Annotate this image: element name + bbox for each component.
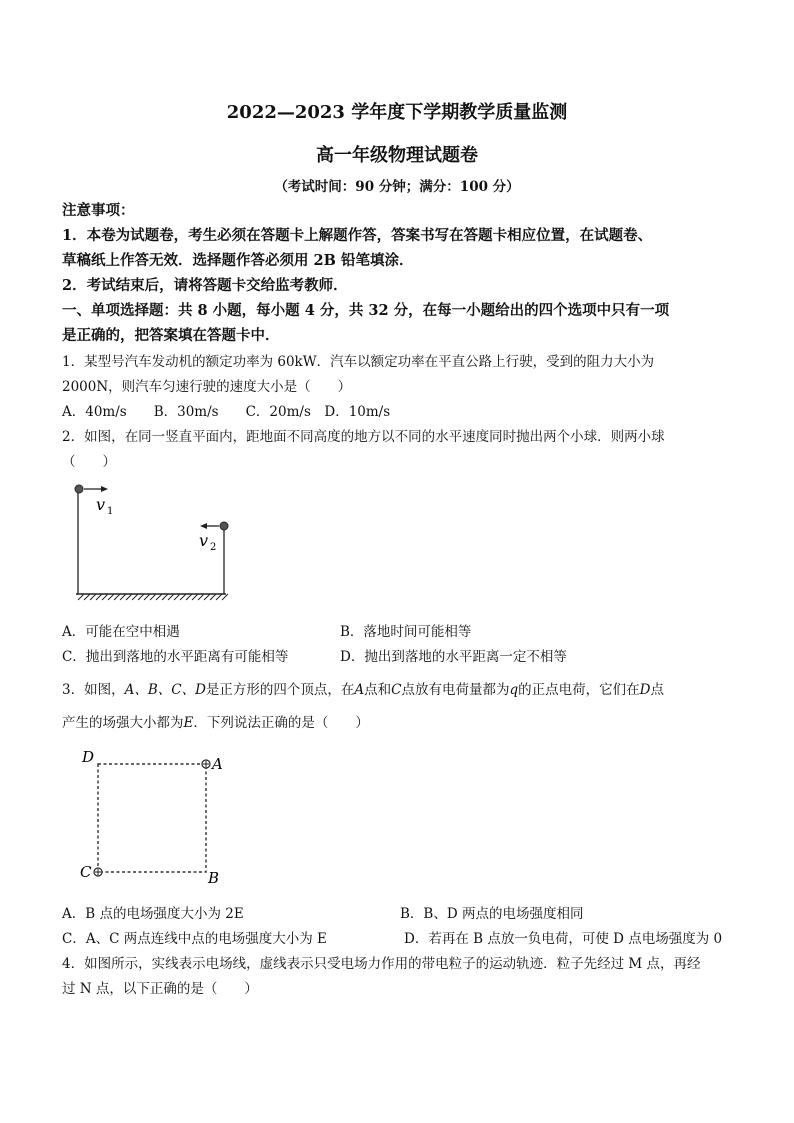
q4-stem-line-2: 过 N 点，以下正确的是（ ）	[62, 981, 258, 997]
q2-projectile-figure	[60, 478, 240, 608]
q3-text: 点和	[364, 682, 392, 698]
q1-stem-line-2: 2000N，则汽车匀速行驶的速度大小是（ ）	[62, 379, 352, 395]
q3-option-b: B．B、D 两点的电场强度相同	[400, 906, 584, 922]
q3-point-d: D	[639, 682, 651, 698]
q3-text: ．下列说法正确的是（ ）	[193, 715, 369, 731]
q3-text: 是正方形的四个顶点，在	[205, 682, 355, 698]
notes-item-1-line-1: 1．本卷为试题卷，考生必须在答题卡上解题作答，答案书写在答题卡相应位置，在试题卷、	[62, 227, 653, 244]
notes-item-2: 2．考试结束后，请将答题卡交给监考教师．	[62, 277, 348, 294]
q2-option-c: C．抛出到落地的水平距离有可能相等	[62, 649, 289, 665]
notes-item-1-line-2: 草稿纸上作答无效．选择题作答必须用 2B 铅笔填涂．	[62, 252, 414, 269]
section-1-heading-line-2: 是正确的，把答案填在答题卡中．	[62, 327, 280, 344]
q2-stem-line-2: （ ）	[62, 454, 116, 470]
q3-text: 点放有电荷量都为	[401, 682, 510, 698]
q2-option-b: B．落地时间可能相等	[340, 624, 472, 640]
v1-subscript: 1	[107, 506, 114, 517]
v1-label: v	[96, 495, 106, 514]
v2-subscript: 2	[210, 542, 217, 553]
exam-title: 2022—2023 学年度下学期教学质量监测	[226, 102, 568, 123]
ball-2	[220, 522, 228, 530]
exam-info: （考试时间：90 分钟；满分：100 分）	[274, 179, 520, 195]
q3-text: 3．如图，	[62, 682, 125, 698]
q3-text: 点	[650, 682, 664, 698]
label-b: B	[208, 869, 220, 887]
exam-subtitle: 高一年级物理试题卷	[316, 145, 478, 166]
label-a: A	[212, 755, 223, 773]
q3-option-c: C．A、C 两点连线中点的电场强度大小为 E	[62, 931, 327, 947]
q3-text: 的正点电荷，它们在	[518, 682, 640, 698]
q3-option-a: A．B 点的电场强度大小为 2E	[62, 906, 244, 922]
q3-field-e: E	[183, 715, 194, 731]
dashed-square	[98, 764, 206, 872]
q3-vertices: A、B、C、D	[124, 682, 206, 698]
ground-hatch	[78, 594, 228, 600]
q2-stem-line-1: 2．如图，在同一竖直平面内，距地面不同高度的地方以不同的水平速度同时抛出两个小球．则两小球	[62, 429, 665, 445]
section-1-heading-line-1: 一、单项选择题：共 8 小题，每小题 4 分，共 32 分，在每一小题给出的四个选项中只有一项	[62, 302, 670, 319]
q2-option-d: D．抛出到落地的水平距离一定不相等	[340, 649, 567, 665]
label-d: D	[82, 748, 95, 766]
q2-option-a: A．可能在空中相遇	[62, 624, 180, 640]
label-c: C	[80, 863, 92, 881]
q3-point-c: C	[391, 682, 402, 698]
q1-stem-line-1: 1．某型号汽车发动机的额定功率为 60kW．汽车以额定功率在平直公路上行驶，受到的阻力大小为	[62, 354, 655, 370]
q3-charge-q: q	[509, 682, 519, 698]
q4-stem-line-1: 4．如图所示，实线表示电场线，虚线表示只受电场力作用的带电粒子的运动轨迹．粒子先经过 M 点，再经	[62, 956, 701, 972]
q3-stem-line-2	[62, 711, 369, 731]
q3-option-d: D．若再在 B 点放一负电荷，可使 D 点电场强度为 0	[404, 931, 723, 947]
q3-point-a: A	[354, 682, 365, 698]
q3-square-figure	[76, 744, 236, 888]
q1-options: A．40m/s B．30m/s C．20m/s D．10m/s	[62, 404, 391, 420]
v2-label: v	[199, 531, 209, 550]
q3-text: 产生的场强大小都为	[62, 715, 184, 731]
notes-heading: 注意事项：	[62, 202, 135, 219]
q3-stem-line-1	[62, 678, 664, 698]
ball-1	[75, 485, 83, 493]
